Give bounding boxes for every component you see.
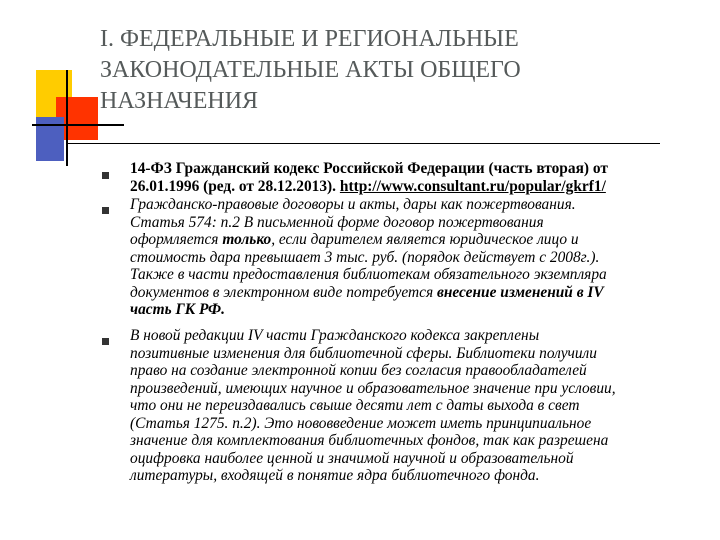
square-bullet-icon (102, 338, 109, 345)
list-item-text: Гражданско-правовые договоры и акты, дары как пожертвования. Статья 574: п.2 В письменной форме договор пожертвования оформляется только, если дарителем является юридическое лицо и стоимость дара превышает 3 тыс. руб. (порядок действует с 2008г.). Также в части предоставления библиотекам обязательного экземпляра документов в электронном виде потребуется внесение изменений в IV часть ГК РФ. (130, 196, 607, 318)
slide-title (100, 24, 700, 117)
list-item-text: В новой редакции IV части Гражданского кодекса закреплены позитивные изменения для библиотечной сферы. Библиотеки получили право на создание электронной копии без согласия правообладателей произведений, имеющих научное и образовательное значение при условии, что они не переиздавались свыше десяти лет с даты выхода в свет (Статья 1275. п.2). Это нововведение может иметь принципиальное значение для комплектования библиотечных фондов, так как разрешена оцифровка наиболее ценной и значимой научной и образовательной литературы, входящей в понятие ядра библиотечного фонда. (130, 327, 616, 484)
decor-vertical-line (66, 70, 68, 166)
title-line: НАЗНАЧЕНИЯ (100, 88, 259, 114)
list-item-text: 14-ФЗ Гражданский кодекс Российской Федерации (часть вторая) от 26.01.1996 (ред. от 28.12.2013). http://www.consultant.ru/popular/gkrf1/ (130, 160, 608, 195)
consultant-link[interactable]: http://www.consultant.ru/popular/gkrf1/ (339, 177, 606, 195)
title-underline (66, 143, 660, 144)
square-bullet-icon (102, 207, 109, 214)
title-line: I. ФЕДЕРАЛЬНЫЕ И РЕГИОНАЛЬНЫЕ (100, 26, 519, 52)
decor-horizontal-line (32, 124, 124, 126)
title-line: ЗАКОНОДАТЕЛЬНЫЕ АКТЫ ОБЩЕГО (100, 57, 521, 83)
square-bullet-icon (102, 172, 109, 179)
